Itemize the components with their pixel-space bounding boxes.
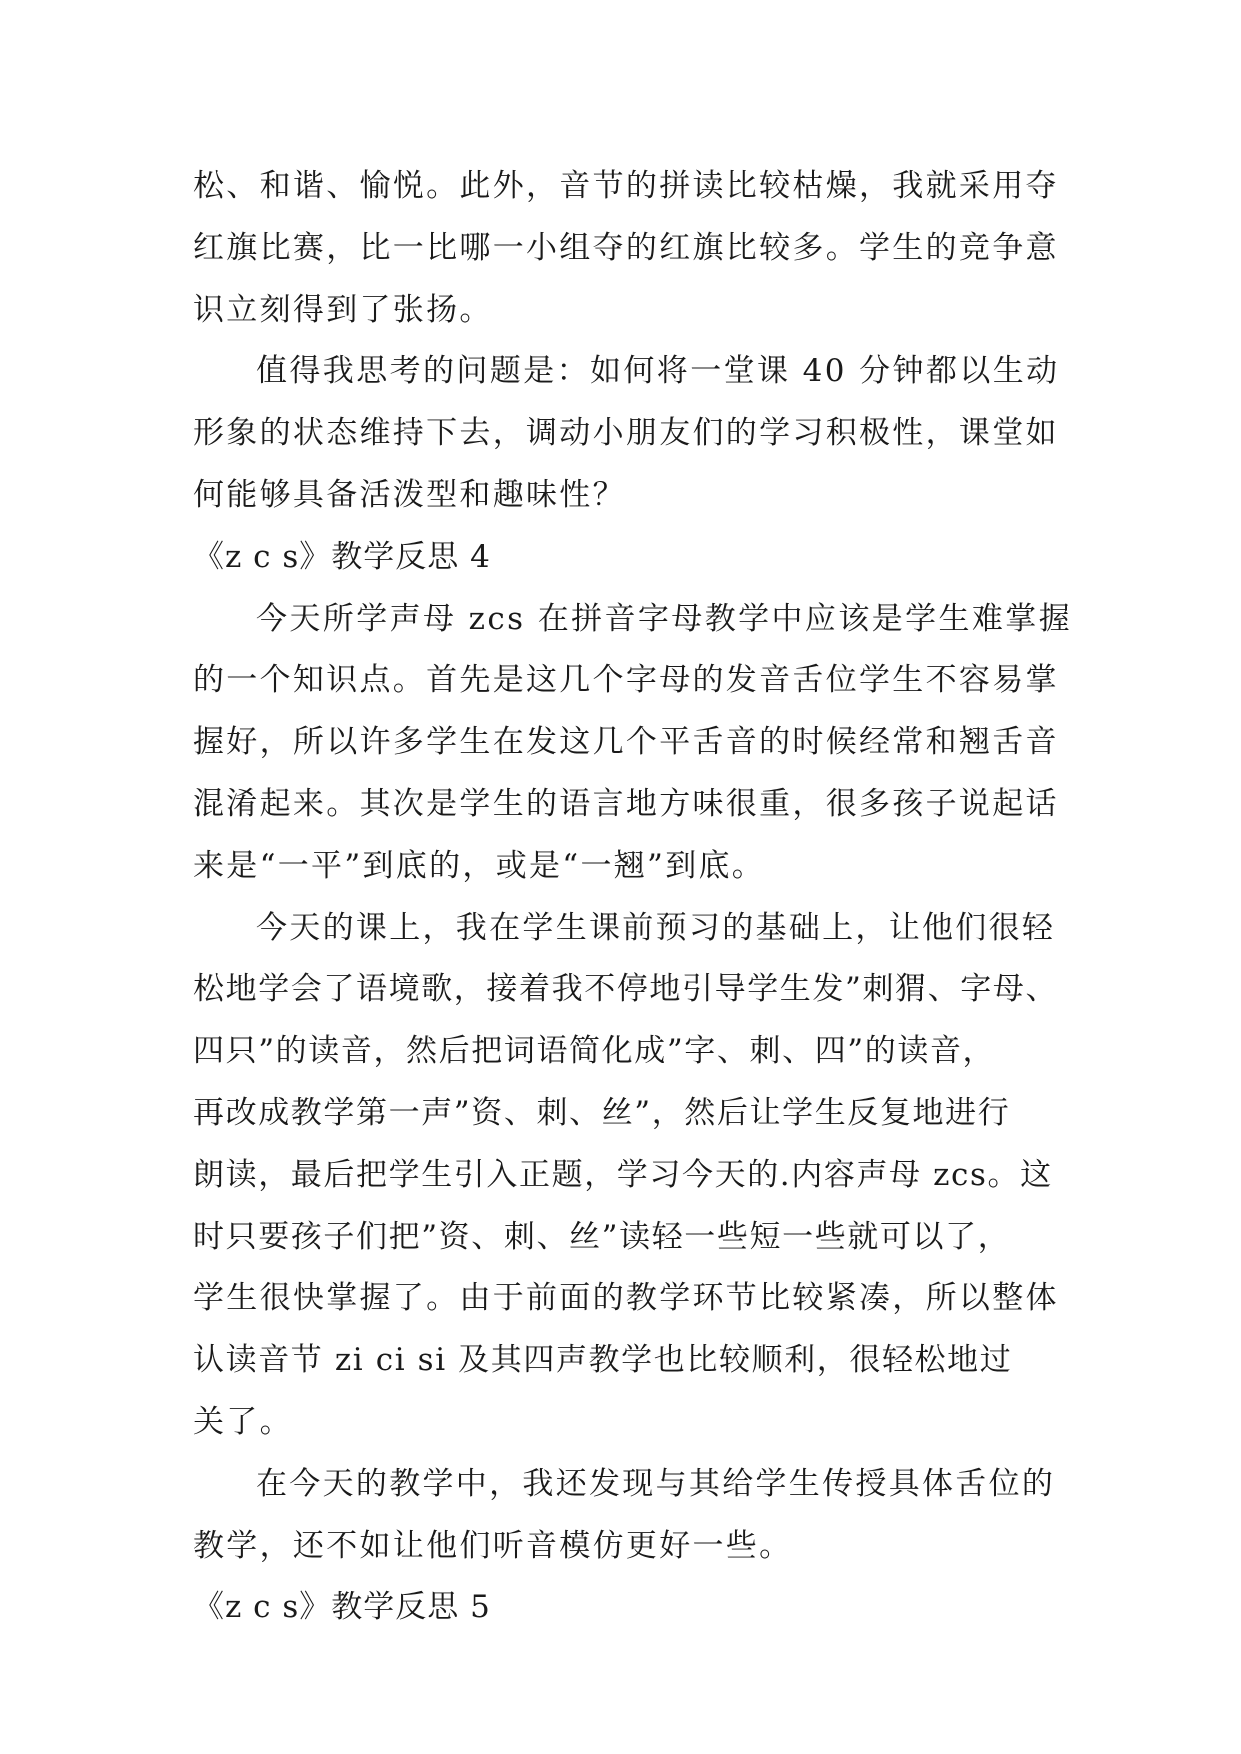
text-line: 何能够具备活泼型和趣味性？ (193, 476, 626, 513)
section-heading: 《z c s》教学反思 4 (193, 538, 491, 575)
text-line: 认读音节 zi ci si 及其四声教学也比较顺利，很轻松地过 (193, 1342, 1013, 1379)
paragraph (193, 1454, 1056, 1578)
text-line: 学生很快掌握了。由于前面的教学环节比较紧凑，所以整体 (193, 1280, 1059, 1317)
text-line: 今天所学声母 zcs 在拼音字母教学中应该是学生难掌握 (256, 600, 1073, 637)
text-line: 今天的课上，我在学生课前预习的基础上，让他们很轻 (256, 909, 1056, 946)
text-line: 的一个知识点。首先是这几个字母的发音舌位学生不容易掌 (193, 662, 1059, 699)
text-line: 混淆起来。其次是学生的语言地方味很重，很多孩子说起话 (193, 785, 1059, 822)
paragraph (193, 341, 1060, 526)
text-line: 在今天的教学中，我还发现与其给学生传授具体舌位的 (256, 1465, 1056, 1502)
section-heading: 《z c s》教学反思 5 (193, 1589, 491, 1626)
paragraph (193, 898, 1059, 1454)
text-line: 值得我思考的问题是：如何将一堂课 40 分钟都以生动 (256, 353, 1060, 390)
text-line: 握好，所以许多学生在发这几个平舌音的时候经常和翘舌音 (193, 724, 1059, 761)
text-line: 朗读，最后把学生引入正题，学习今天的.内容声母 zcs。这 (193, 1156, 1053, 1193)
text-line: 红旗比赛，比一比哪一小组夺的红旗比较多。学生的竞争意 (193, 229, 1059, 266)
document-body (193, 156, 1073, 1639)
text-line: 松、和谐、愉悦。此外，音节的拼读比较枯燥，我就采用夺 (193, 168, 1059, 204)
paragraph (193, 589, 1073, 898)
text-line: 再改成教学第一声”资、刺、丝”，然后让学生反复地进行 (193, 1094, 1011, 1131)
text-line: 来是“一平”到底的，或是“一翘”到底。 (193, 847, 766, 884)
text-line: 教学，还不如让他们听音模仿更好一些。 (193, 1527, 793, 1564)
text-line: 四只”的读音，然后把词语简化成”字、刺、四”的读音， (193, 1033, 996, 1070)
text-line: 形象的状态维持下去，调动小朋友们的学习积极性，课堂如 (193, 415, 1059, 452)
paragraph (193, 156, 1059, 341)
text-line: 松地学会了语境歌，接着我不停地引导学生发”刺猬、字母、 (193, 971, 1059, 1008)
text-line: 时只要孩子们把”资、刺、丝”读轻一些短一些就可以了， (193, 1218, 1011, 1255)
text-line: 关了。 (193, 1403, 293, 1440)
text-line: 识立刻得到了张扬。 (193, 291, 493, 328)
